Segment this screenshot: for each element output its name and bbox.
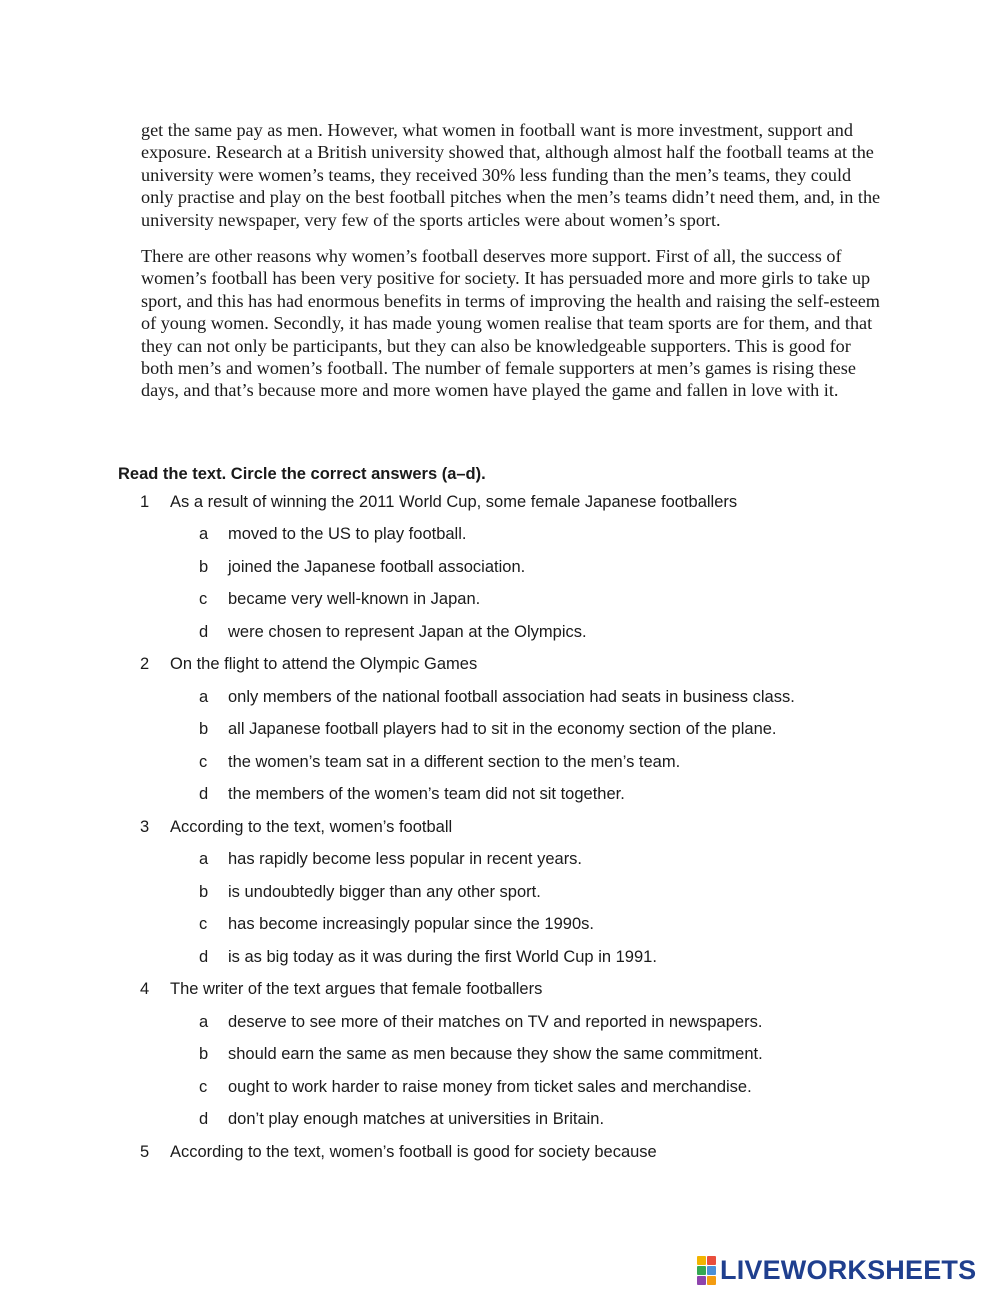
option-text: is undoubtedly bigger than any other sport. [228,882,541,901]
option-text: is as big today as it was during the first World Cup in 1991. [228,947,657,966]
question-number: 4 [140,980,150,999]
question-number: 3 [140,817,150,836]
answer-option[interactable] [118,876,958,909]
option-text: should earn the same as men because they show the same commitment. [228,1045,763,1064]
liveworksheets-logo [697,1255,976,1285]
option-text: became very well-known in Japan. [228,590,481,609]
question-number: 1 [140,492,150,511]
option-letter: b [199,1045,209,1064]
answer-option[interactable] [118,1039,958,1072]
option-letter: a [199,850,209,869]
answer-option[interactable] [118,551,958,584]
question-number: 2 [140,655,150,674]
option-text: the women’s team sat in a different section to the men’s team. [228,752,681,771]
question-number: 5 [140,1142,150,1161]
option-text: ought to work harder to raise money from ticket sales and merchandise. [228,1077,752,1096]
option-text: only members of the national football association had seats in business class. [228,687,795,706]
option-letter: c [199,915,208,934]
logo-block [707,1256,716,1265]
answer-option[interactable] [118,844,958,877]
answer-option[interactable] [118,909,958,942]
option-letter: a [199,1012,209,1031]
answer-option[interactable] [118,779,958,812]
question-text: On the flight to attend the Olympic Games [170,655,478,674]
option-letter: d [199,622,209,641]
logo-blocks-icon [697,1256,716,1285]
logo-text: LIVEWORKSHEETS [720,1254,977,1285]
answer-option[interactable] [118,1006,958,1039]
question-text: According to the text, women’s football is good for society because [170,1142,657,1161]
option-text: don’t play enough matches at universities in Britain. [228,1110,605,1129]
option-text: deserve to see more of their matches on TV and reported in newspapers. [228,1012,763,1031]
option-text: were chosen to represent Japan at the Olympics. [228,622,587,641]
option-letter: d [199,785,209,804]
option-letter: a [199,687,209,706]
option-text: has become increasingly popular since the 1990s. [228,915,594,934]
option-letter: d [199,947,209,966]
answer-option[interactable] [118,519,958,552]
question-4 [118,974,958,1007]
logo-block [697,1256,706,1265]
answer-option[interactable] [118,941,958,974]
question-section [118,462,958,1169]
option-text: joined the Japanese football association. [228,557,526,576]
logo-block [707,1276,716,1285]
option-letter: b [199,557,209,576]
reading-passage [141,119,881,416]
task-instruction: Read the text. Circle the correct answers (a–d). [118,465,486,483]
option-letter: b [199,882,209,901]
answer-option[interactable] [118,616,958,649]
option-letter: c [199,590,208,609]
question-text: As a result of winning the 2011 World Cup, some female Japanese footballers [170,492,738,511]
passage-paragraph: There are other reasons why women’s football deserves more support. First of all, the success of women’s football has been very positive for society. It has persuaded more and more girls to take up sport, and this has had enormous benefits in terms of improving the health and raising the self-esteem of young women. Secondly, it has made young women realise that team sports are for them, and that they can not only be participants, but they can also be knowledgeable supporters. This is good for both men’s and women’s football. The number of female supporters at men’s games is rising these days, and that’s because more and more women have played the game and fallen in love with it. [141,246,880,401]
option-letter: d [199,1110,209,1129]
option-letter: c [199,1077,208,1096]
option-text: all Japanese football players had to sit in the economy section of the plane. [228,720,777,739]
question-1 [118,486,958,519]
answer-option[interactable] [118,714,958,747]
option-letter: a [199,525,209,544]
question-text: According to the text, women’s football [170,817,453,836]
option-letter: b [199,720,209,739]
question-text: The writer of the text argues that female footballers [170,980,543,999]
answer-option[interactable] [118,746,958,779]
answer-option[interactable] [118,681,958,714]
answer-option[interactable] [118,1104,958,1137]
passage-paragraph: get the same pay as men. However, what women in football want is more investment, support and exposure. Research at a British university showed that, although almost half the football teams at the university were women’s teams, they received 30% less funding than the men’s teams, they could only practise and play on the best football pitches when the men’s teams didn’t need them, and, in the university newspaper, very few of the sports articles were about women’s sport. [141,120,881,230]
question-2 [118,649,958,682]
logo-block [707,1266,716,1275]
answer-option[interactable] [118,1071,958,1104]
option-text: moved to the US to play football. [228,525,467,544]
question-3 [118,811,958,844]
logo-block [697,1276,706,1285]
question-5 [118,1136,958,1169]
answer-option[interactable] [118,584,958,617]
option-letter: c [199,752,208,771]
option-text: the members of the women’s team did not sit together. [228,785,625,804]
option-text: has rapidly become less popular in recent years. [228,850,583,869]
logo-block [697,1266,706,1275]
